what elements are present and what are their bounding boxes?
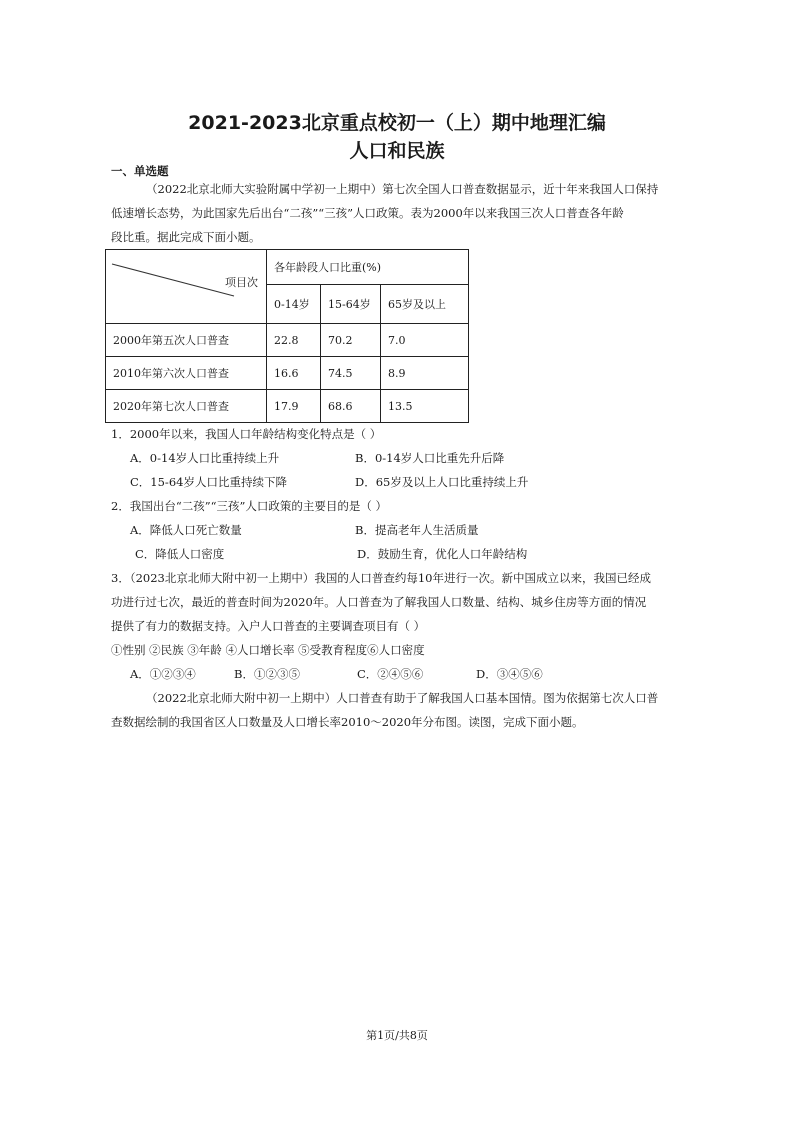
table-row — [106, 324, 469, 357]
table-cell: 13.5 — [381, 390, 469, 423]
intro-paragraph-line: （2022北京北师大实验附属中学初一上期中）第七次全国人口普查数据显示，近十年来我国人口保持 — [146, 182, 659, 196]
question-3-stem-line: 功进行过七次，最近的普查时间为2020年。人口普查为了解我国人口数量、结构、城乡住房等方面的情况 — [111, 595, 647, 609]
age-structure-table — [105, 249, 469, 423]
q1-option-a: A．0-14岁人口比重持续上升 — [130, 451, 280, 465]
table-column-header: 15-64岁 — [321, 285, 381, 324]
table-cell: 68.6 — [321, 390, 381, 423]
intro-paragraph-line: 低速增长态势，为此国家先后出台“二孩”“三孩”人口政策。表为2000年以来我国三次人口普查各年龄 — [111, 206, 624, 220]
table-row — [106, 357, 469, 390]
table-cell: 16.6 — [267, 357, 321, 390]
table-cell: 70.2 — [321, 324, 381, 357]
q2-option-a: A．降低人口死亡数量 — [130, 523, 242, 537]
table-cell: 17.9 — [267, 390, 321, 423]
table-corner-label: 项目次 — [225, 276, 258, 289]
section-heading: 一、单选题 — [111, 164, 169, 178]
question-1-stem: 1．2000年以来，我国人口年龄结构变化特点是（ ） — [111, 427, 382, 441]
q3-option-d: D．③④⑤⑥ — [476, 667, 543, 681]
question-3-items: ①性别 ②民族 ③年龄 ④人口增长率 ⑤受教育程度⑥人口密度 — [111, 643, 425, 657]
q2-option-c: C．降低人口密度 — [135, 547, 225, 561]
table-row — [106, 390, 469, 423]
intro-paragraph-line: 查数据绘制的我国省区人口数量及人口增长率2010～2020年分布图。读图，完成下面小题。 — [111, 715, 584, 729]
table-group-header: 各年龄段人口比重(%) — [267, 250, 469, 285]
q3-option-b: B．①②③⑤ — [234, 667, 300, 681]
question-3-stem-line: 3．（2023北京北师大附中初一上期中）我国的人口普查约每10年进行一次。新中国成立以来，我国已经成 — [111, 571, 651, 585]
question-2-stem: 2．我国出台“二孩”“三孩”人口政策的主要目的是（ ） — [111, 499, 387, 513]
q1-option-c: C．15-64岁人口比重持续下降 — [130, 475, 287, 489]
table-row-label: 2000年第五次人口普查 — [106, 324, 267, 357]
page-number: 第1页/共8页 — [366, 1029, 428, 1042]
table-corner-cell — [106, 250, 267, 324]
document-subtitle: 人口和民族 — [349, 140, 445, 162]
q3-option-c: C．②④⑤⑥ — [357, 667, 424, 681]
q2-option-d: D．鼓励生育，优化人口年龄结构 — [357, 547, 528, 561]
document-title: 2021-2023北京重点校初一（上）期中地理汇编 — [188, 112, 606, 134]
intro-paragraph-line: （2022北京北师大附中初一上期中）人口普查有助于了解我国人口基本国情。图为依据第七次人口普 — [146, 691, 659, 705]
question-3-stem-line: 提供了有力的数据支持。入户人口普查的主要调查项目有（ ） — [111, 619, 426, 633]
table-row-label: 2020年第七次人口普查 — [106, 390, 267, 423]
q3-option-a: A．①②③④ — [130, 667, 196, 681]
table-cell: 74.5 — [321, 357, 381, 390]
table-column-header: 65岁及以上 — [381, 285, 469, 324]
table-cell: 8.9 — [381, 357, 469, 390]
table-column-header: 0-14岁 — [267, 285, 321, 324]
q2-option-b: B．提高老年人生活质量 — [355, 523, 479, 537]
table-cell: 7.0 — [381, 324, 469, 357]
q1-option-d: D．65岁及以上人口比重持续上升 — [355, 475, 529, 489]
intro-paragraph-line: 段比重。据此完成下面小题。 — [111, 230, 261, 244]
q1-option-b: B．0-14岁人口比重先升后降 — [355, 451, 505, 465]
table-row-label: 2010年第六次人口普查 — [106, 357, 267, 390]
table-cell: 22.8 — [267, 324, 321, 357]
